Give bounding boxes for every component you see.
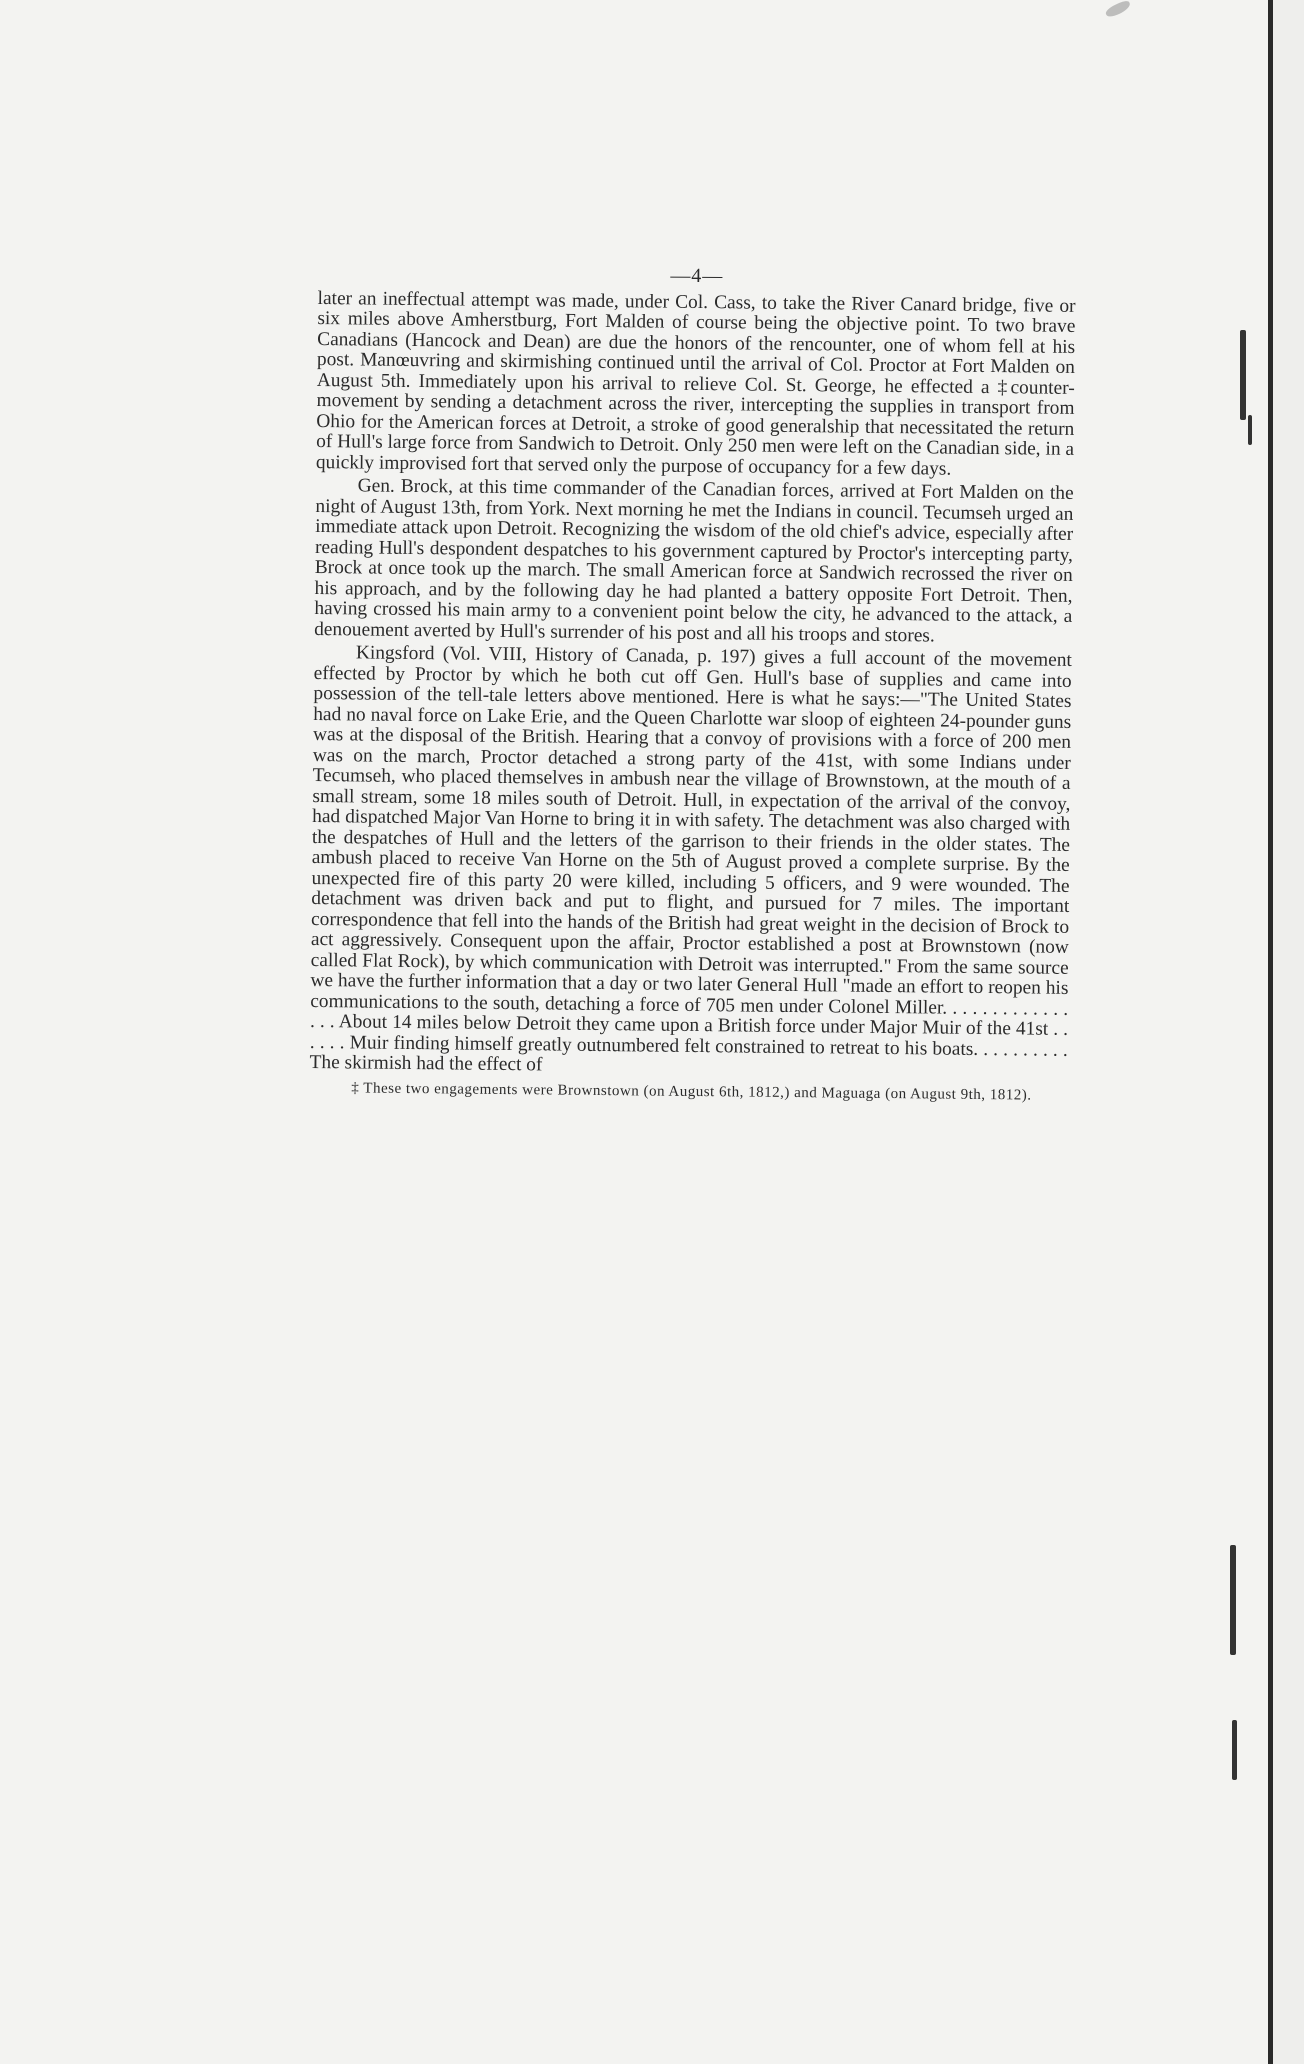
binding-mark — [1232, 1720, 1237, 1780]
footnote: ‡ These two engagements were Brownstown (on August 6th, 1812,) and Maguaga (on August 9th, 1812). — [351, 1079, 1032, 1104]
paragraph: Gen. Brock, at this time commander of the Canadian forces, arrived at Fort Malden on the night of August 13th, from York. Next morning he met the Indians in council. Tecumseh urged an immediate attack upon Detroit. Recognizing the wisdom of the old chief's advice, especially after reading Hull's despondent despatches to his government captured by Proctor's intercepting party, Brock at once took up the march. The small American force at Sandwich recrossed the river on his approach, and by the following day he had planted a battery opposite Fort Detroit. Then, having crossed his main army to a convenient point below the city, he advanced to the attack, a denouement averted by Hull's surrender of his post and all his troops and stores. — [314, 475, 1074, 646]
paragraph: Kingsford (Vol. VIII, History of Canada, p. 197) gives a full account of the movement effected by Proctor by which he both cut off Gen. Hull's base of supplies and came into possession of the tell-tale letters above mentioned. Here is what he says:—"The United States had no naval force on Lake Erie, and the Queen Charlotte war sloop of eighteen 24-pounder guns was at the disposal of the British. Hearing that a convoy of provisions with a force of 200 men was on the march, Proctor detached a strong party of the 41st, with some Indians under Tecumseh, who placed themselves in ambush near the village of Brownstown, at the mouth of a small stream, some 18 miles south of Detroit. Hull, in expectation of the arrival of the convoy, had dispatched Major Van Horne to bring it in with safety. The detachment was also charged with the despatches of Hull and the letters of the garrison to their friends in the older states. The ambush placed to receive Van Horne on the 5th of August proved a complete surprise. By the unexpected fire of this party 20 were killed, including 5 officers, and 9 were wounded. The detachment was driven back and put to flight, and pursued for 7 miles. The important correspondence that fell into the hands of the British had great weight in the decision of Brock to act aggressively. Consequent upon the affair, Proctor established a post at Brownstown (now called Flat Rock), by which communication with Detroit was interrupted." From the same source we have the further information that a day or two later General Hull "made an effort to reopen his communications to the south, detaching a force of 705 men under Colonel Miller. . . . . . . . . . . . . . . . About 14 miles below Detroit they came upon a British force under Major Muir of the 41st . . . . . . Muir finding himself greatly outnumbered felt constrained to retreat to his boats. . . . . . . . . . The skirmish had the effect of — [309, 642, 1072, 1076]
binding-mark — [1230, 1545, 1236, 1655]
page-number: —4— — [670, 264, 724, 288]
ink-smudge — [1104, 0, 1132, 19]
binding-mark — [1248, 415, 1252, 445]
binding-mark — [1240, 330, 1246, 420]
paragraph: later an ineffectual attempt was made, under Col. Cass, to take the River Canard bridge, five or six miles above Amherstburg, Fort Malden of course being the objective point. To two brave Canadians (Hancock and Dean) are due the honors of the rencounter, one of whom fell at his post. Manœuvring and skirmishing continued until the arrival of Col. Proctor at Fort Malden on August 5th. Immediately upon his arrival to relieve Col. St. George, he effected a ‡counter-movement by sending a detachment across the river, intercepting the supplies in transport from Ohio for the American forces at Detroit, a stroke of good generalship that necessitated the return of Hull's large force from Sandwich to Detroit. Only 250 men were left on the Canadian side, in a quickly improvised fort that served only the purpose of occupancy for a few days. — [315, 287, 1076, 480]
page-text — [309, 262, 1076, 1104]
page-edge — [1268, 0, 1304, 2064]
